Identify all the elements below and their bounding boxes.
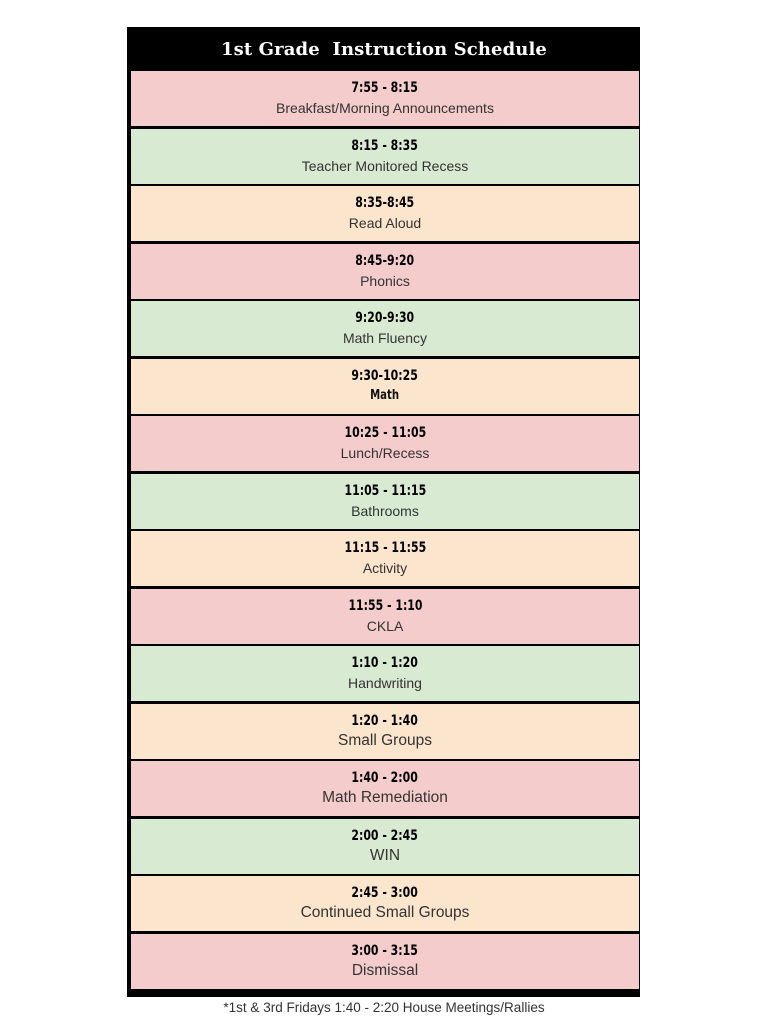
schedule-row bbox=[131, 186, 639, 241]
time-slot: 11:05 - 11:15 bbox=[344, 482, 426, 499]
schedule-title: 1st Grade Instruction Schedule bbox=[221, 39, 547, 60]
time-slot: 2:45 - 3:00 bbox=[351, 885, 419, 901]
schedule-row bbox=[131, 876, 639, 931]
time-slot: 10:25 - 11:05 bbox=[344, 425, 426, 441]
time-slot: 8:45-9:20 bbox=[355, 252, 415, 269]
activity-label: Continued Small Groups bbox=[300, 904, 470, 921]
time-slot: 7:55 - 8:15 bbox=[351, 80, 419, 96]
schedule-row bbox=[131, 531, 639, 586]
activity-label: CKLA bbox=[366, 617, 404, 634]
activity-label: Read Aloud bbox=[348, 215, 422, 231]
activity-label: Small Groups bbox=[338, 731, 432, 749]
activity-label: Breakfast/Morning Announcements bbox=[276, 100, 494, 116]
time-slot: 11:15 - 11:55 bbox=[344, 540, 426, 556]
schedule-row bbox=[131, 704, 639, 759]
activity-label: Handwriting bbox=[348, 675, 422, 691]
activity-label: Phonics bbox=[360, 272, 410, 289]
schedule-row bbox=[131, 71, 639, 126]
footnote: *1st & 3rd Fridays 1:40 - 2:20 House Meetings/Rallies bbox=[223, 1000, 545, 1015]
schedule-row bbox=[131, 301, 639, 356]
schedule-rows bbox=[129, 71, 639, 989]
time-slot: 3:00 - 3:15 bbox=[351, 942, 419, 959]
time-slot: 8:35-8:45 bbox=[355, 195, 415, 211]
activity-label: Lunch/Recess bbox=[340, 445, 430, 461]
schedule-row bbox=[131, 129, 639, 184]
schedule-row bbox=[131, 761, 639, 816]
activity-label: Activity bbox=[362, 560, 408, 576]
time-slot: 11:55 - 1:10 bbox=[347, 597, 423, 614]
schedule-row bbox=[131, 646, 639, 701]
time-slot: 1:40 - 2:00 bbox=[351, 770, 419, 786]
schedule-row bbox=[131, 819, 639, 874]
schedule-row bbox=[131, 474, 639, 529]
activity-label: Teacher Monitored Recess bbox=[301, 157, 469, 174]
time-slot: 8:15 - 8:35 bbox=[351, 137, 419, 154]
schedule-row bbox=[131, 416, 639, 471]
time-slot: 1:10 - 1:20 bbox=[351, 655, 419, 671]
time-slot: 9:20-9:30 bbox=[355, 310, 415, 326]
time-slot: 2:00 - 2:45 bbox=[351, 827, 419, 844]
activity-label: Math Fluency bbox=[342, 330, 428, 346]
schedule-table bbox=[127, 27, 640, 997]
schedule-row bbox=[131, 359, 639, 414]
activity-label: Bathrooms bbox=[351, 502, 419, 519]
time-slot: 9:30-10:25 bbox=[351, 367, 419, 384]
schedule-row bbox=[131, 244, 639, 299]
schedule-row bbox=[131, 589, 639, 644]
activity-label: WIN bbox=[369, 846, 401, 864]
schedule-row bbox=[131, 934, 639, 989]
activity-label: Math bbox=[370, 387, 400, 403]
activity-label: Math Remediation bbox=[322, 789, 448, 806]
time-slot: 1:20 - 1:40 bbox=[351, 712, 419, 729]
activity-label: Dismissal bbox=[351, 961, 419, 979]
